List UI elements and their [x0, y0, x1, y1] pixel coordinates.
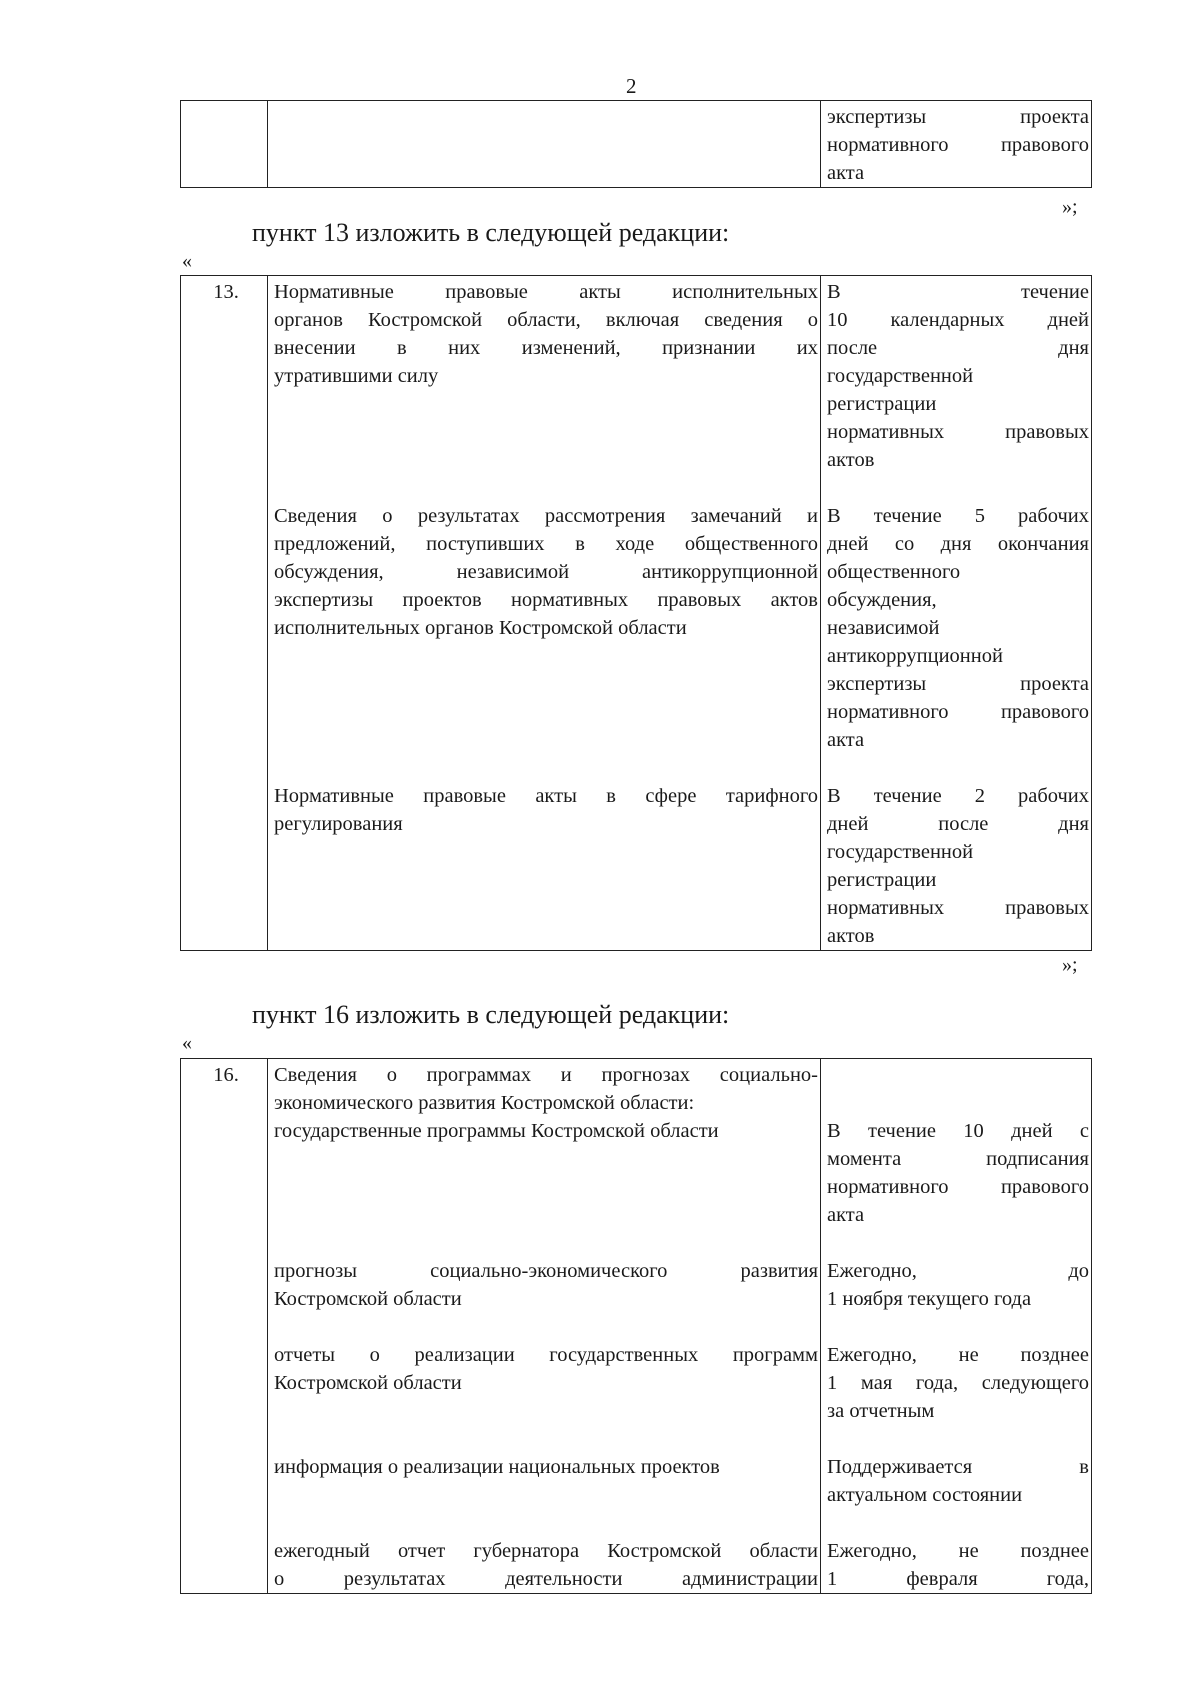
term-line: В течение 10 дней с	[827, 1120, 1089, 1142]
description-line: предложений, поступивших в ходе общественного	[274, 533, 818, 555]
table-item-13	[180, 275, 1092, 951]
description-line: регулирования	[274, 813, 403, 835]
opening-quote-mark: «	[182, 250, 192, 272]
term-line: нормативных правовых	[827, 421, 1089, 443]
description-line: Нормативные правовые акты в сфере тарифного	[274, 785, 818, 807]
term-line: регистрации	[827, 869, 937, 891]
page-number: 2	[626, 74, 637, 98]
item-number: 16.	[213, 1064, 239, 1086]
term-line: Ежегодно, не позднее	[827, 1540, 1089, 1562]
term-line: 1 февраля года,	[827, 1568, 1089, 1590]
term-line: экспертизы проекта	[827, 673, 1089, 695]
term-line: нормативного правового	[827, 134, 1089, 156]
description-line: органов Костромской области, включая сведения о	[274, 309, 818, 331]
term-line: дней со дня окончания	[827, 533, 1089, 555]
term-line: общественного	[827, 561, 961, 583]
table-item-16	[180, 1058, 1092, 1594]
item-number-cell	[181, 1059, 268, 1594]
description-line: утратившими силу	[274, 365, 439, 387]
term-line: акта	[827, 1204, 865, 1226]
table-row	[181, 276, 1092, 951]
term-line: Поддерживается в	[827, 1456, 1089, 1478]
term-line: антикоррупционной	[827, 645, 1003, 667]
description-cell	[268, 1059, 821, 1594]
description-line: Костромской области	[274, 1372, 462, 1394]
description-line: внесении в них изменений, признании их	[274, 337, 818, 359]
term-cell	[821, 101, 1092, 188]
term-line: акта	[827, 162, 865, 184]
description-line: информация о реализации национальных проектов	[274, 1456, 720, 1478]
description-line: Сведения о программах и прогнозах социально-	[274, 1064, 818, 1086]
opening-quote-mark: «	[182, 1032, 192, 1054]
term-line: государственной	[827, 841, 974, 863]
term-line: В течение	[827, 281, 1089, 303]
table-row	[181, 1059, 1092, 1594]
term-line: акта	[827, 729, 865, 751]
description-line: экспертизы проектов нормативных правовых актов	[274, 589, 818, 611]
section-heading-item-13: пункт 13 изложить в следующей редакции:	[252, 218, 730, 247]
description-line: исполнительных органов Костромской области	[274, 617, 687, 639]
term-line: В течение 2 рабочих	[827, 785, 1089, 807]
closing-quote-mark: »;	[1062, 954, 1078, 976]
description-line: ежегодный отчет губернатора Костромской области	[274, 1540, 818, 1562]
term-line: обсуждения,	[827, 589, 937, 611]
item-number: 13.	[213, 281, 239, 303]
description-line: прогнозы социально-экономического развития	[274, 1260, 818, 1282]
description-line: Сведения о результатах рассмотрения замечаний и	[274, 505, 818, 527]
term-line: актов	[827, 925, 875, 947]
term-line: нормативных правовых	[827, 897, 1089, 919]
term-line: 1 ноября текущего года	[827, 1288, 1032, 1310]
term-line: после дня	[827, 337, 1089, 359]
term-line: нормативного правового	[827, 701, 1089, 723]
term-line: 10 календарных дней	[827, 309, 1089, 331]
description-cell	[268, 101, 821, 188]
term-line: экспертизы проекта	[827, 106, 1089, 128]
term-line: момента подписания	[827, 1148, 1089, 1170]
term-line: государственной	[827, 365, 974, 387]
term-line: регистрации	[827, 393, 937, 415]
description-line: Нормативные правовые акты исполнительных	[274, 281, 818, 303]
term-line: В течение 5 рабочих	[827, 505, 1089, 527]
description-line: обсуждения, независимой антикоррупционной	[274, 561, 818, 583]
section-heading-item-16: пункт 16 изложить в следующей редакции:	[252, 1000, 730, 1029]
term-line: за отчетным	[827, 1400, 935, 1422]
table-row	[181, 101, 1092, 188]
term-line: независимой	[827, 617, 940, 639]
term-line: нормативного правового	[827, 1176, 1089, 1198]
term-cell	[821, 1059, 1092, 1594]
description-line: отчеты о реализации государственных программ	[274, 1344, 818, 1366]
term-line: Ежегодно, не позднее	[827, 1344, 1089, 1366]
term-line: актуальном состоянии	[827, 1484, 1023, 1506]
item-number-cell	[181, 276, 268, 951]
description-cell	[268, 276, 821, 951]
description-line: Костромской области	[274, 1288, 462, 1310]
closing-quote-mark: »;	[1062, 196, 1078, 218]
description-line: государственные программы Костромской области	[274, 1120, 719, 1142]
term-line: дней после дня	[827, 813, 1089, 835]
number-cell	[181, 101, 268, 188]
term-line: 1 мая года, следующего	[827, 1372, 1089, 1394]
table-continuation	[180, 100, 1092, 188]
description-line: экономического развития Костромской области:	[274, 1092, 695, 1114]
description-line: о результатах деятельности администрации	[274, 1568, 818, 1590]
term-cell	[821, 276, 1092, 951]
term-line: Ежегодно, до	[827, 1260, 1089, 1282]
term-line: актов	[827, 449, 875, 471]
